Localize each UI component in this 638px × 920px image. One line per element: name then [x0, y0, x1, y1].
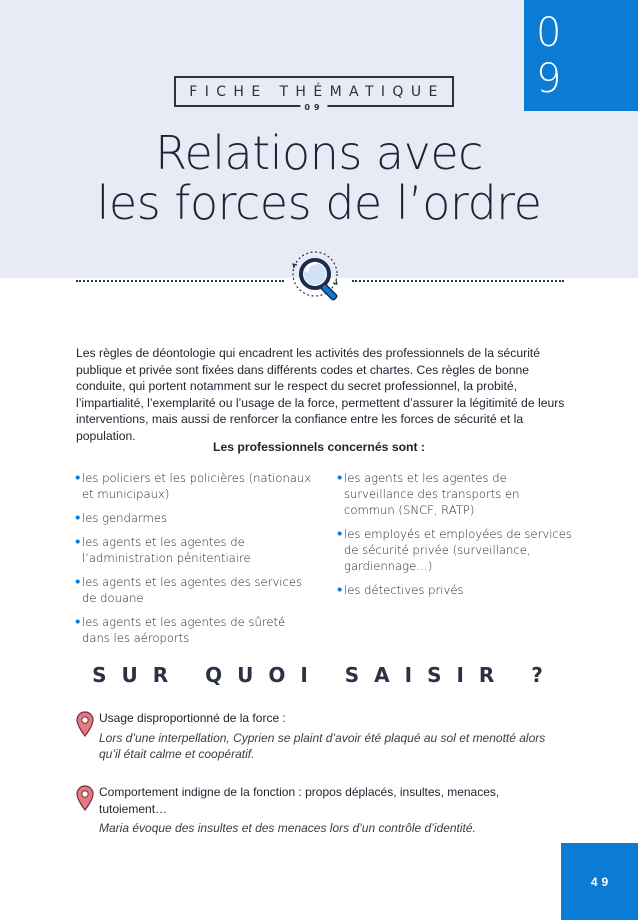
list-item: • les gendarmes — [74, 511, 168, 525]
bullet-icon: • — [336, 527, 344, 541]
bullet-icon: • — [74, 511, 82, 525]
fiche-label: FICHE THÉMATIQUE — [189, 83, 445, 100]
list-item: • les policiers et les policières (nationaux et municipaux) — [74, 471, 312, 501]
intro-paragraph: Les règles de déontologie qui encadrent les activités des professionnels de la sécurité publique et privée sont fixées dans différents codes et chartes. Ces règles de bonne conduite, qui portent notamment sur le respect du secret professionnel, la probité, l’impartialité, l’exemplarité ou l’usage de la force, permettent d’assurer la légitimité de leurs interventions, mais aussi de renforcer la confiance entre les forces de sécurité et la population. — [76, 346, 565, 443]
fiche-thematique-box — [174, 76, 454, 112]
entry-label: Comportement indigne de la fonction : — [99, 785, 302, 799]
concerned-list-right — [336, 470, 572, 606]
bullet-icon: • — [336, 471, 344, 485]
bullet-icon: • — [74, 471, 82, 485]
saisir-entry — [99, 710, 559, 763]
entry-example: Lors d’une interpellation, Cyprien se plaint d’avoir été plaqué au sol et menotté alors qu’il était calme et coopératif. — [99, 730, 546, 762]
title-line-1: Relations avec — [155, 126, 483, 180]
list-item: • les agents et les agentes des services de douane — [74, 575, 303, 605]
list-item: • les agents et les agentes de sûreté dans les aéroports — [74, 615, 286, 645]
bullet-icon: • — [74, 615, 82, 629]
entry-example: Maria évoque des insultes et des menaces lors d’un contrôle d’identité. — [99, 821, 476, 836]
list-item: • les détectives privés — [336, 583, 464, 597]
bullet-icon: • — [74, 535, 82, 549]
entry-label: Usage disproportionné de la force : — [99, 711, 286, 725]
dotted-divider-left — [76, 280, 284, 282]
location-pin-icon — [76, 711, 94, 737]
chapter-number-badge: 0 9 — [524, 0, 638, 111]
sur-quoi-saisir-heading: SUR QUOI SAISIR ? — [92, 663, 558, 687]
location-pin-icon — [76, 785, 94, 811]
list-item: • les employés et employées de services de sécurité privée (surveillance, gardiennage…) — [336, 527, 572, 573]
entry-detail: propos déplacés, insultes, menaces, tutoiement… — [99, 785, 500, 816]
saisir-entry — [99, 784, 559, 837]
list-item: • les agents et les agentes de surveillance des transports en commun (SNCF, RATP) — [336, 471, 520, 517]
fiche-number: 09 — [300, 102, 327, 114]
title-line-2: les forces de l’ordre — [96, 176, 542, 230]
bullet-icon: • — [336, 583, 344, 597]
list-item: • les agents et les agentes de l’administration pénitentiaire — [74, 535, 251, 565]
concerned-list-left — [74, 470, 314, 654]
page-number-badge: 49 — [561, 843, 638, 920]
magnifier-icon — [285, 247, 353, 309]
page-title — [0, 128, 638, 228]
dotted-divider-right — [352, 280, 564, 282]
concerned-heading: Les professionnels concernés sont : — [213, 440, 425, 454]
bullet-icon: • — [74, 575, 82, 589]
